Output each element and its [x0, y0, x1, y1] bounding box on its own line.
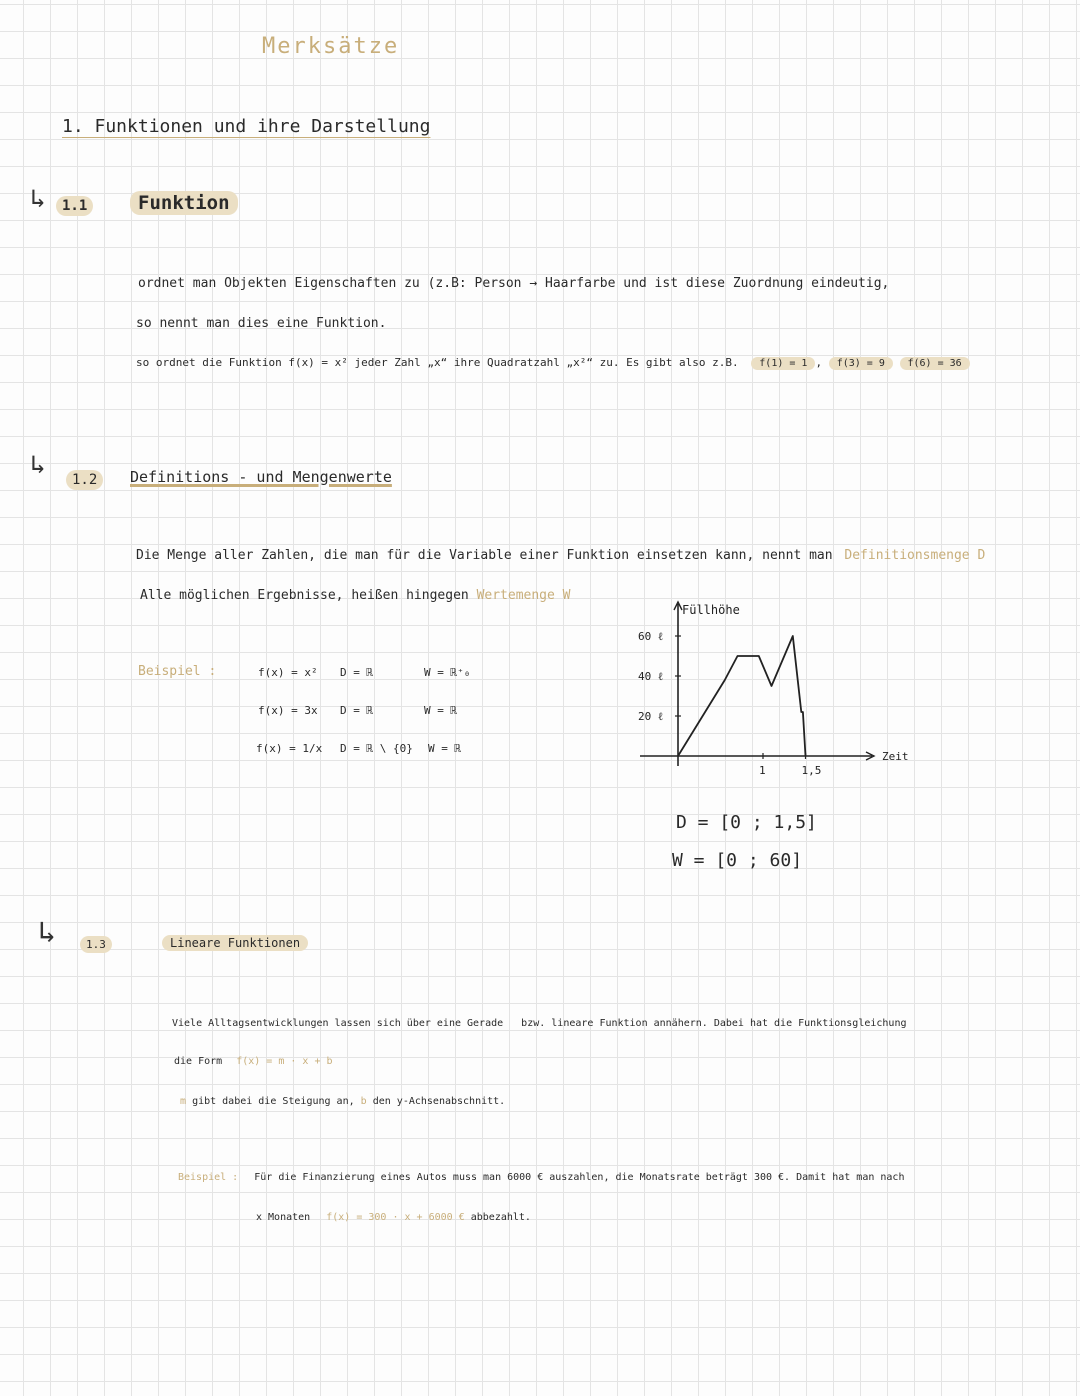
s12-line1 [136, 548, 985, 563]
s12-ex3-d: D = ℝ \ {0} [340, 742, 413, 755]
y-axis-label: Füllhöhe [682, 603, 740, 617]
section-number-1-1: 1.1 [56, 196, 93, 216]
s12-example-label: Beispiel : [138, 664, 217, 679]
s11-example-3: f(6) = 36 [900, 357, 970, 370]
x-axis-label: Zeit [882, 750, 909, 763]
s11-example-2: f(3) = 9 [829, 357, 893, 370]
y-tick-label: 40 ℓ [638, 670, 664, 683]
s13-line3 [180, 1096, 505, 1107]
s13-example-formula: f(x) = 300 · x + 6000 € [326, 1212, 465, 1223]
s13-line1 [172, 1018, 906, 1029]
x-tick-label: 1,5 [801, 764, 822, 777]
page-title: Merksätze [262, 34, 400, 59]
section-heading-1-3 [162, 936, 308, 950]
fill-level-line [678, 636, 806, 756]
s11-line3: so ordnet die Funktion f(x) = x² jeder Zahl „x“ ihre Quadratzahl „x²“ zu. Es gibt also z.B. f(1) = 1 , f(3) = 9 f(6) = 36 [136, 356, 970, 369]
y-tick-label: 60 ℓ [638, 630, 664, 643]
y-tick-label: 20 ℓ [638, 710, 664, 723]
arrow-icon: ↳ [30, 450, 46, 480]
s13-line2 [174, 1056, 333, 1067]
s11-example-1: f(1) = 1 [751, 357, 815, 370]
section-heading-1-2-text: Definitions - und Mengenwerte [130, 468, 392, 486]
s13-example-line1 [178, 1172, 904, 1183]
s13-line1a: Viele Alltagsentwicklungen lassen sich über eine Gerade [172, 1018, 504, 1029]
s12-ex3-f: f(x) = 1/x [256, 742, 323, 755]
s13-example-text: Für die Finanzierung eines Autos muss man 6000 € auszahlen, die Monatsrate beträgt 300 €. Damit hat man nach [254, 1172, 905, 1183]
s13-example-label: Beispiel : [178, 1172, 239, 1183]
section-heading-1-1 [130, 192, 238, 214]
s12-line2-term: Wertemenge W [476, 588, 571, 603]
s13-example-end: abbezahlt. [470, 1212, 531, 1223]
arrow-icon: ↳ [38, 915, 57, 950]
s11-line1: ordnet man Objekten Eigenschaften zu (z.B: Person → Haarfarbe und ist diese Zuordnung eindeutig, [138, 276, 890, 291]
x-tick-label: 1 [759, 764, 766, 777]
section-heading-1-2 [130, 468, 392, 486]
s11-line3-text: so ordnet die Funktion f(x) = x² jeder Zahl „x“ ihre Quadratzahl „x²“ zu. Es gibt also z.B. [136, 356, 739, 369]
s13-line3-b: b [360, 1096, 367, 1107]
s12-ex1-w: W = ℝ⁺₀ [424, 666, 471, 679]
s12-ex2-f: f(x) = 3x [258, 704, 318, 717]
chapter-heading [62, 116, 430, 137]
chapter-heading-text: 1. Funktionen und ihre Darstellung [62, 116, 431, 137]
s13-line3-m: m [180, 1096, 187, 1107]
s12-ex2-d: D = ℝ [340, 704, 374, 717]
s13-example-line2 [256, 1212, 531, 1223]
s13-example-months: x Monaten [256, 1212, 311, 1223]
section-number-1-3: 1.3 [80, 936, 112, 953]
s11-line2: so nennt man dies eine Funktion. [136, 316, 387, 331]
s12-ex1-f: f(x) = x² [258, 666, 318, 679]
s13-line3a: gibt dabei die Steigung an, [192, 1096, 355, 1107]
s12-line2 [140, 588, 570, 603]
s12-line2-text: Alle möglichen Ergebnisse, heißen hingegen [140, 588, 469, 603]
s13-line2a: die Form [174, 1056, 223, 1067]
s13-line3b: den y-Achsenabschnitt. [372, 1096, 506, 1107]
s12-ex3-w: W = ℝ [428, 742, 462, 755]
fill-level-chart [620, 590, 909, 790]
s12-line1-term: Definitionsmenge D [844, 548, 986, 563]
chart-result-w: W = [0 ; 60] [672, 850, 803, 871]
section-heading-1-1-text: Funktion [130, 191, 238, 215]
arrow-icon: ↳ [30, 184, 46, 214]
s12-line1-text: Die Menge aller Zahlen, die man für die Variable einer Funktion einsetzen kann, nennt man [136, 548, 833, 563]
s13-line1b: bzw. lineare Funktion annähern. Dabei hat die Funktionsgleichung [521, 1018, 907, 1029]
section-number-1-2: 1.2 [66, 470, 103, 490]
s13-formula: f(x) = m · x + b [236, 1056, 333, 1067]
s12-ex2-w: W = ℝ [424, 704, 458, 717]
section-heading-1-3-text: Lineare Funktionen [162, 935, 308, 951]
s12-ex1-d: D = ℝ [340, 666, 374, 679]
chart-result-d: D = [0 ; 1,5] [676, 812, 817, 833]
